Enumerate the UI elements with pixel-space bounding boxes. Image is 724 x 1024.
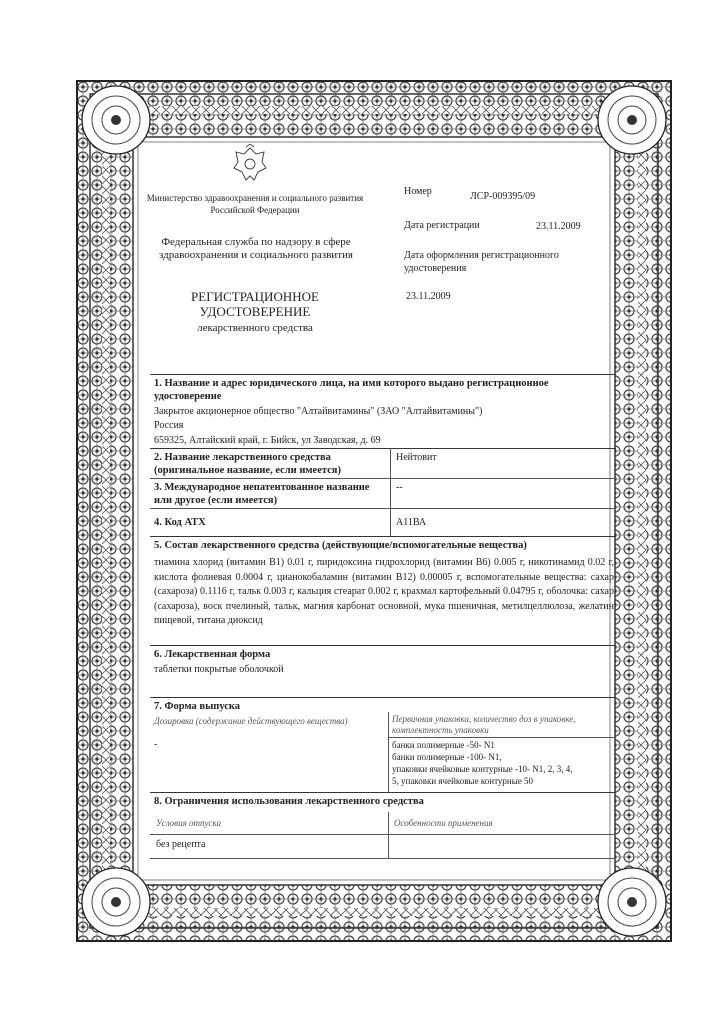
issue-date-value: 23.11.2009 (406, 291, 451, 302)
section-7-title: 7. Форма выпуска (154, 701, 241, 712)
section-4-value: А11ВА (396, 517, 427, 528)
divider (150, 858, 616, 859)
doc-title-line-1: РЕГИСТРАЦИОННОЕ (191, 289, 319, 304)
section-1-organization: Закрытое акционерное общество "Алтайвитамины" (ЗАО "Алтайвитамины") (154, 406, 483, 417)
section-7-packaging-header: Первичная упаковка, количество доз в упаковке, комплектность упаковки (392, 714, 576, 735)
divider (150, 792, 616, 793)
divider (150, 536, 616, 537)
section-3-title: 3. Международное непатентованное название или другое (если имеется) (154, 482, 370, 506)
section-1-address: 659325, Алтайский край, г. Бийск, ул Заводская, д. 69 (154, 435, 381, 446)
section-7-dosage-header: Дозировка (содержание действующего вещества) (154, 716, 348, 726)
packaging-item: банки полимерные -50- N1 (392, 740, 495, 750)
section-7-dosage-value: - (154, 739, 158, 750)
section-8-title: 8. Ограничения использования лекарственного средства (154, 796, 424, 807)
issue-date-label: Дата оформления регистрационного удостоверения (404, 250, 559, 274)
divider (150, 834, 616, 835)
column-divider (390, 448, 391, 536)
coat-of-arms-emblem (232, 144, 268, 184)
doc-subtitle: лекарственного средства (197, 322, 313, 334)
divider (150, 508, 616, 509)
divider (150, 374, 616, 375)
service-name: Федеральная служба по надзору в сфере здравоохранения и социального развития (159, 236, 353, 261)
packaging-item: упаковки ячейковые контурные -10- N1, 2, 3, 4, (392, 764, 573, 774)
divider (150, 478, 616, 479)
column-divider (388, 712, 389, 792)
reg-date-label: Дата регистрации (404, 220, 480, 231)
section-1-title: 1. Название и адрес юридического лица, на имя которого выдано регистрационное удостоверение (154, 378, 549, 402)
section-2-value: Нейтовит (396, 452, 437, 463)
section-7-packaging-list (392, 739, 614, 787)
number-label: Номер (404, 186, 432, 197)
column-divider (388, 812, 389, 858)
section-3-value: -- (396, 482, 403, 493)
section-6-title: 6. Лекарственная форма (154, 649, 271, 660)
section-8-dispensing-value: без рецепта (156, 839, 206, 850)
section-5-composition: тиамина хлорид (витамин В1) 0.01 г, пиридоксина гидрохлорид (витамин В6) 0.005 г, никотинамид 0.02 г, кислота фолиевая 0.0004 г, цианокобаламин (витамин В12) 0.00005 г, вспомогательные вещества: сахар (сахароза) 0.1116 г, тальк 0.003 г, кальция стеарат 0.002 г, крахмал картофельный 0.04795 г, оболочка: сахар (сахароза), воск пчелиный, тальк, магния карбонат основной, мука пшеничная, метилцеллюлоза, желатин пищевой, титана диоксид (154, 557, 614, 626)
section-6-value: таблетки покрытые оболочкой (154, 664, 284, 675)
number-value: ЛСР-009395/09 (470, 191, 536, 202)
packaging-item: 5, упаковки ячейковые контурные 50 (392, 776, 534, 786)
section-5-title: 5. Состав лекарственного средства (действующие/вспомогательные вещества) (154, 540, 527, 551)
section-1-country: Россия (154, 420, 184, 431)
section-8-usage-header: Особенности применения (394, 818, 493, 828)
packaging-item: банки полимерные -100- N1, (392, 752, 502, 762)
section-8-dispensing-header: Условия отпуска (156, 818, 221, 828)
section-2-title: 2. Название лекарственного средства (оригинальное название, если имеется) (154, 452, 341, 476)
divider (150, 645, 616, 646)
divider (150, 448, 616, 449)
section-4-title: 4. Код АТХ (154, 517, 206, 528)
reg-date-value: 23.11.2009 (536, 221, 581, 232)
doc-title-line-2: УДОСТОВЕРЕНИЕ (199, 304, 311, 319)
ministry-name: Министерство здравоохранения и социального развития Российской Федерации (146, 193, 364, 215)
divider (150, 697, 616, 698)
divider (388, 737, 616, 738)
